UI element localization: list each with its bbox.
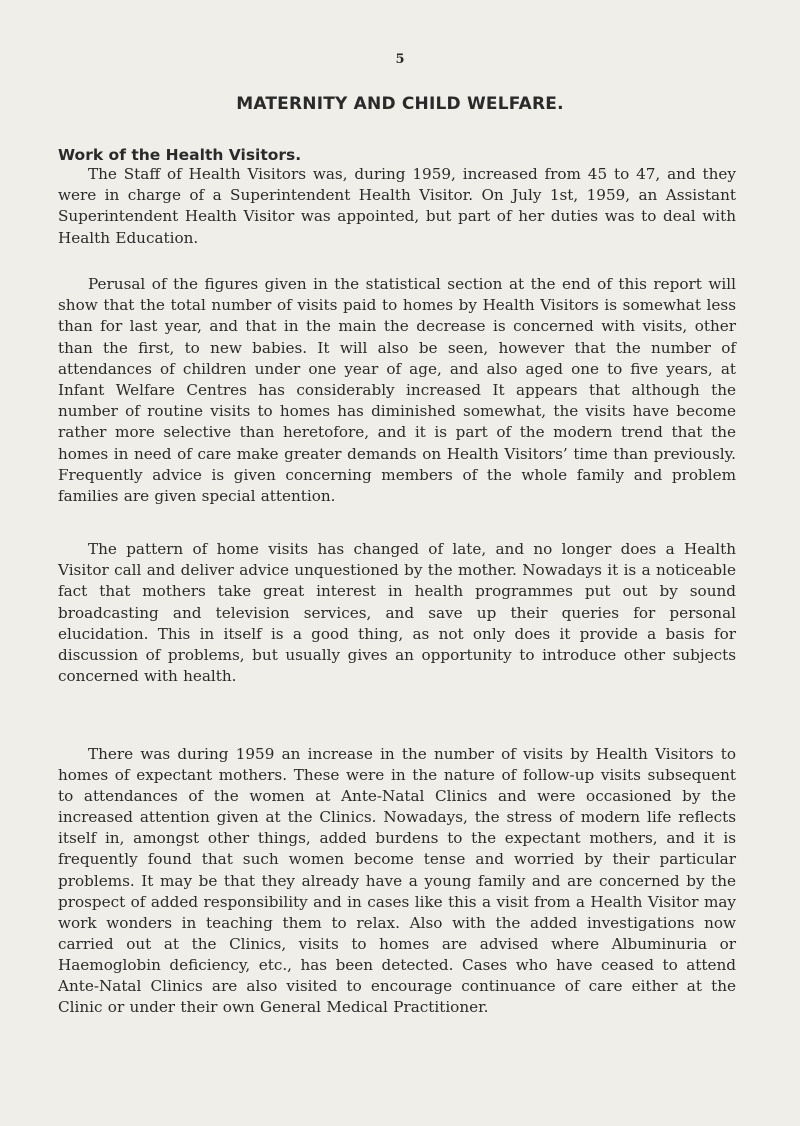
paragraph-home-visits: The pattern of home visits has changed of late, and no longer does a Health Visitor call and deliver advice unquestioned by the mother. Nowadays it is a noticeable fact that mothers take great interest in health programmes put out by sound broadcasting and television services, and save up their queries for personal elucidation. This in itself is a good thing, as not only does it provide a basis for discussion of problems, but usually gives an opportunity to introduce other subjects concerned with health. (58, 540, 736, 686)
paragraph-expectant-mothers: There was during 1959 an increase in the number of visits by Health Visitors to homes of expectant mothers. These were in the nature of follow-up visits subsequent to attendances of the women at Ante-Natal Clinics and were occasioned by the increased attention given at the Clinics. Nowadays, the stress of modern life reflects itself in, amongst other things, added burdens to the expectant mothers, and it is frequently found that such women become tense and worried by their particular problems. It may be that they already have a young family and are concerned by the prospect of added responsibility and in cases like this a visit from a Health Visitor may work wonders in teaching them to relax. Also with the added investigations now carried out at the Clinics, visits to homes are advised where Albuminuria or Haemoglobin deficiency, etc., has been detected. Cases who have ceased to attend Ante-Natal Clinics are also visited to encourage continuance of care either at the Clinic or under their own General Medical Practitioner. (58, 745, 736, 1017)
paragraph-statistics: Perusal of the figures given in the statistical section at the end of this report will show that the total number of visits paid to homes by Health Visitors is somewhat less than for last year, and that in the main the decrease is concerned with visits, other than the first, to new babies. It will also be seen, however that the number of attendances of children under one year of age, and also aged one to five years, at Infant Welfare Centres has considerably increased It appears that although the number of routine visits to homes has diminished somewhat, the visits have become rather more selective than heretofore, and it is part of the modern trend that the homes in need of care make greater demands on Health Visitors’ time than previously. Frequently advice is given concerning members of the whole family and problem families are given special attention. (58, 275, 736, 506)
paragraph-staff: The Staff of Health Visitors was, during 1959, increased from 45 to 47, and they were in charge of a Superintendent Health Visitor. On July 1st, 1959, an Assistant Superintendent Health Visitor was appointed, but part of her duties was to deal with Health Education. (58, 165, 736, 247)
section-title: MATERNITY AND CHILD WELFARE. (236, 94, 564, 114)
subheading: Work of the Health Visitors. (58, 146, 302, 164)
page-number: 5 (395, 52, 405, 67)
